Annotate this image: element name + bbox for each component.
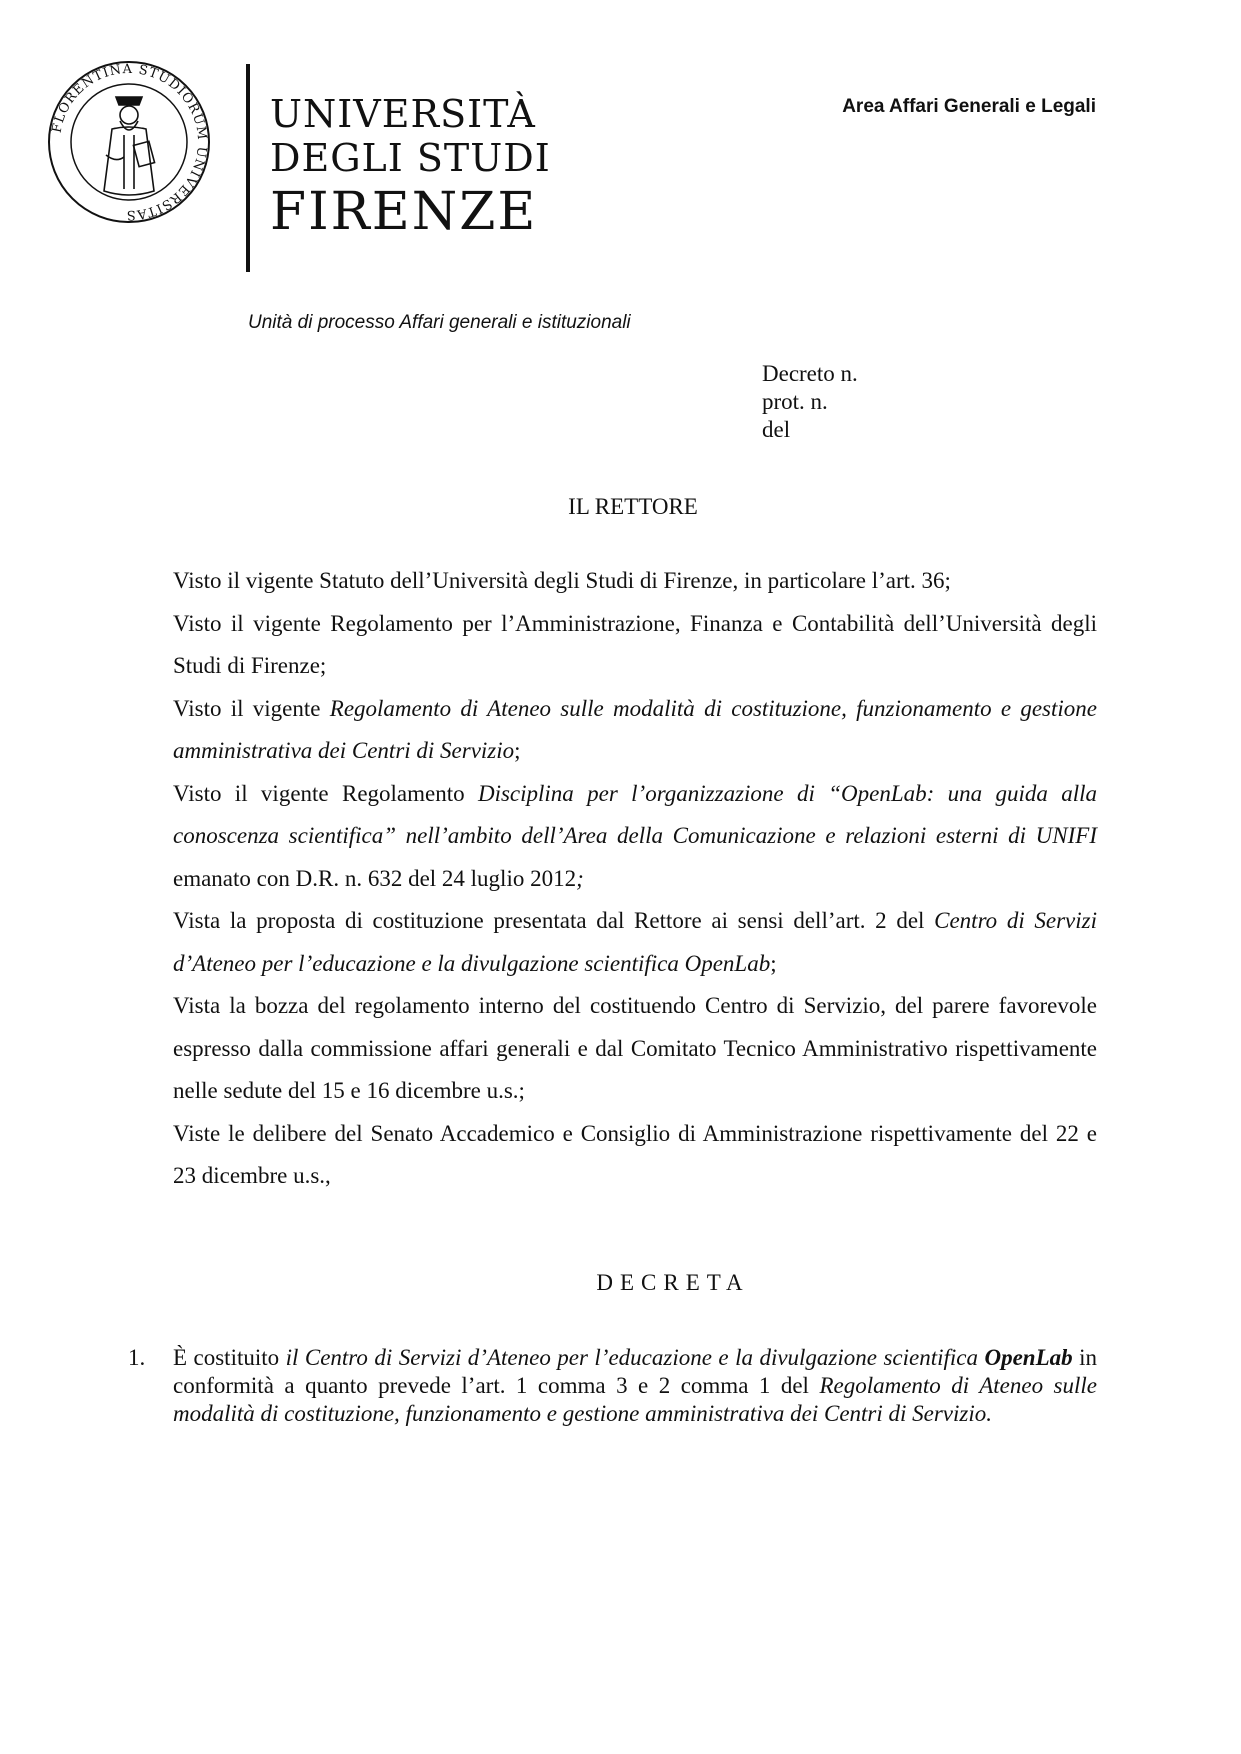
whereas-clause-1: Visto il vigente Statuto dell’Università degli Studi di Firenze, in particolare l’art. 36; [173,568,951,593]
seal-ring-text: FLORENTINA STUDIORUM UNIVERSITAS [49,61,210,223]
whereas-clause-3 [173,688,1097,773]
decree-reference-block [762,360,858,444]
article-centre-name: il Centro di Servizi d’Ateneo per l’educazione e la divulgazione scientifica [285,1345,985,1370]
article-openlab: OpenLab [984,1345,1073,1370]
header-divider [246,64,250,272]
article-1 [128,1344,1097,1428]
protocol-number-label: prot. n. [762,389,828,414]
whereas-clause-2: Visto il vigente Regolamento per l’Amministrazione, Finanza e Contabilità dell’Università degli Studi di Firenze; [173,610,1097,678]
wordmark-line-2: DEGLI STUDI [270,136,551,180]
whereas-clause-5 [173,900,1097,985]
whereas-clauses [173,560,1097,1198]
whereas-clause-3-end: ; [514,738,521,763]
whereas-clause-5-centre: Centro di Servizi d’Ateneo per l’educazione e la divulgazione scientifica OpenLab [173,908,1097,976]
wordmark-line-3: FIRENZE [270,182,538,242]
wordmark-line-1: UNIVERSITÀ [270,92,536,136]
decree-date-label: del [762,417,791,442]
whereas-clause-4-lead: Visto il vigente Regolamento [173,780,478,806]
whereas-clause-4-mid: emanato con D.R. n. 632 del 24 luglio 2012 [173,865,577,891]
whereas-clause-3-regulation: Regolamento di Ateneo sulle modalità di costituzione, funzionamento e gestione amministrativa dei Centri di Servizio [173,695,1097,763]
whereas-clause-4-regulation: Disciplina per l’organizzazione di “OpenLab: una guida alla conoscenza scientifica” nell’ambito dell’Area della Comunicazione e relazioni esterni di UNIFI [173,780,1097,848]
article-number: 1. [128,1345,146,1370]
unit-name: Unità di processo Affari generali e istituzionali [248,312,631,333]
article-lead: È costituito [173,1345,286,1370]
university-seal-logo [46,59,212,225]
whereas-clause-5-lead: Vista la proposta di costituzione presentata dal Rettore ai sensi dell’art. 2 del [173,908,935,933]
decree-number-label: Decreto n. [762,361,858,386]
article-regulation: Regolamento di Ateneo sulle modalità di costituzione, funzionamento e gestione amministrativa dei Centri di Servizio. [173,1373,1097,1426]
area-name: Area Affari Generali e Legali [842,96,1096,117]
whereas-clause-3-lead: Visto il vigente [173,695,330,721]
whereas-clause-5-end: ; [770,950,777,976]
article-text [173,1344,1097,1428]
whereas-clause-7: Viste le delibere del Senato Accademico e Consiglio di Amministrazione rispettivamente del 22 e 23 dicembre u.s., [173,1120,1097,1188]
whereas-clause-4-end: ; [576,865,584,891]
svg-text:FLORENTINA STUDIORUM UNIVERSIT [50,62,210,222]
document-title: IL RETTORE [568,494,698,519]
whereas-clause-4 [173,773,1097,901]
decreta-heading: DECRETA [596,1270,750,1295]
whereas-clause-6: Vista la bozza del regolamento interno del costituendo Centro di Servizio, del parere favorevole espresso dalla commissione affari generali e dal Comitato Tecnico Amministrativo rispettivamente nelle sedute del 15 e 16 dicembre u.s.; [173,993,1097,1103]
article-mid: in conformità a quanto prevede l’art. 1 comma 3 e 2 comma 1 del [173,1345,1097,1398]
university-wordmark [270,92,551,244]
